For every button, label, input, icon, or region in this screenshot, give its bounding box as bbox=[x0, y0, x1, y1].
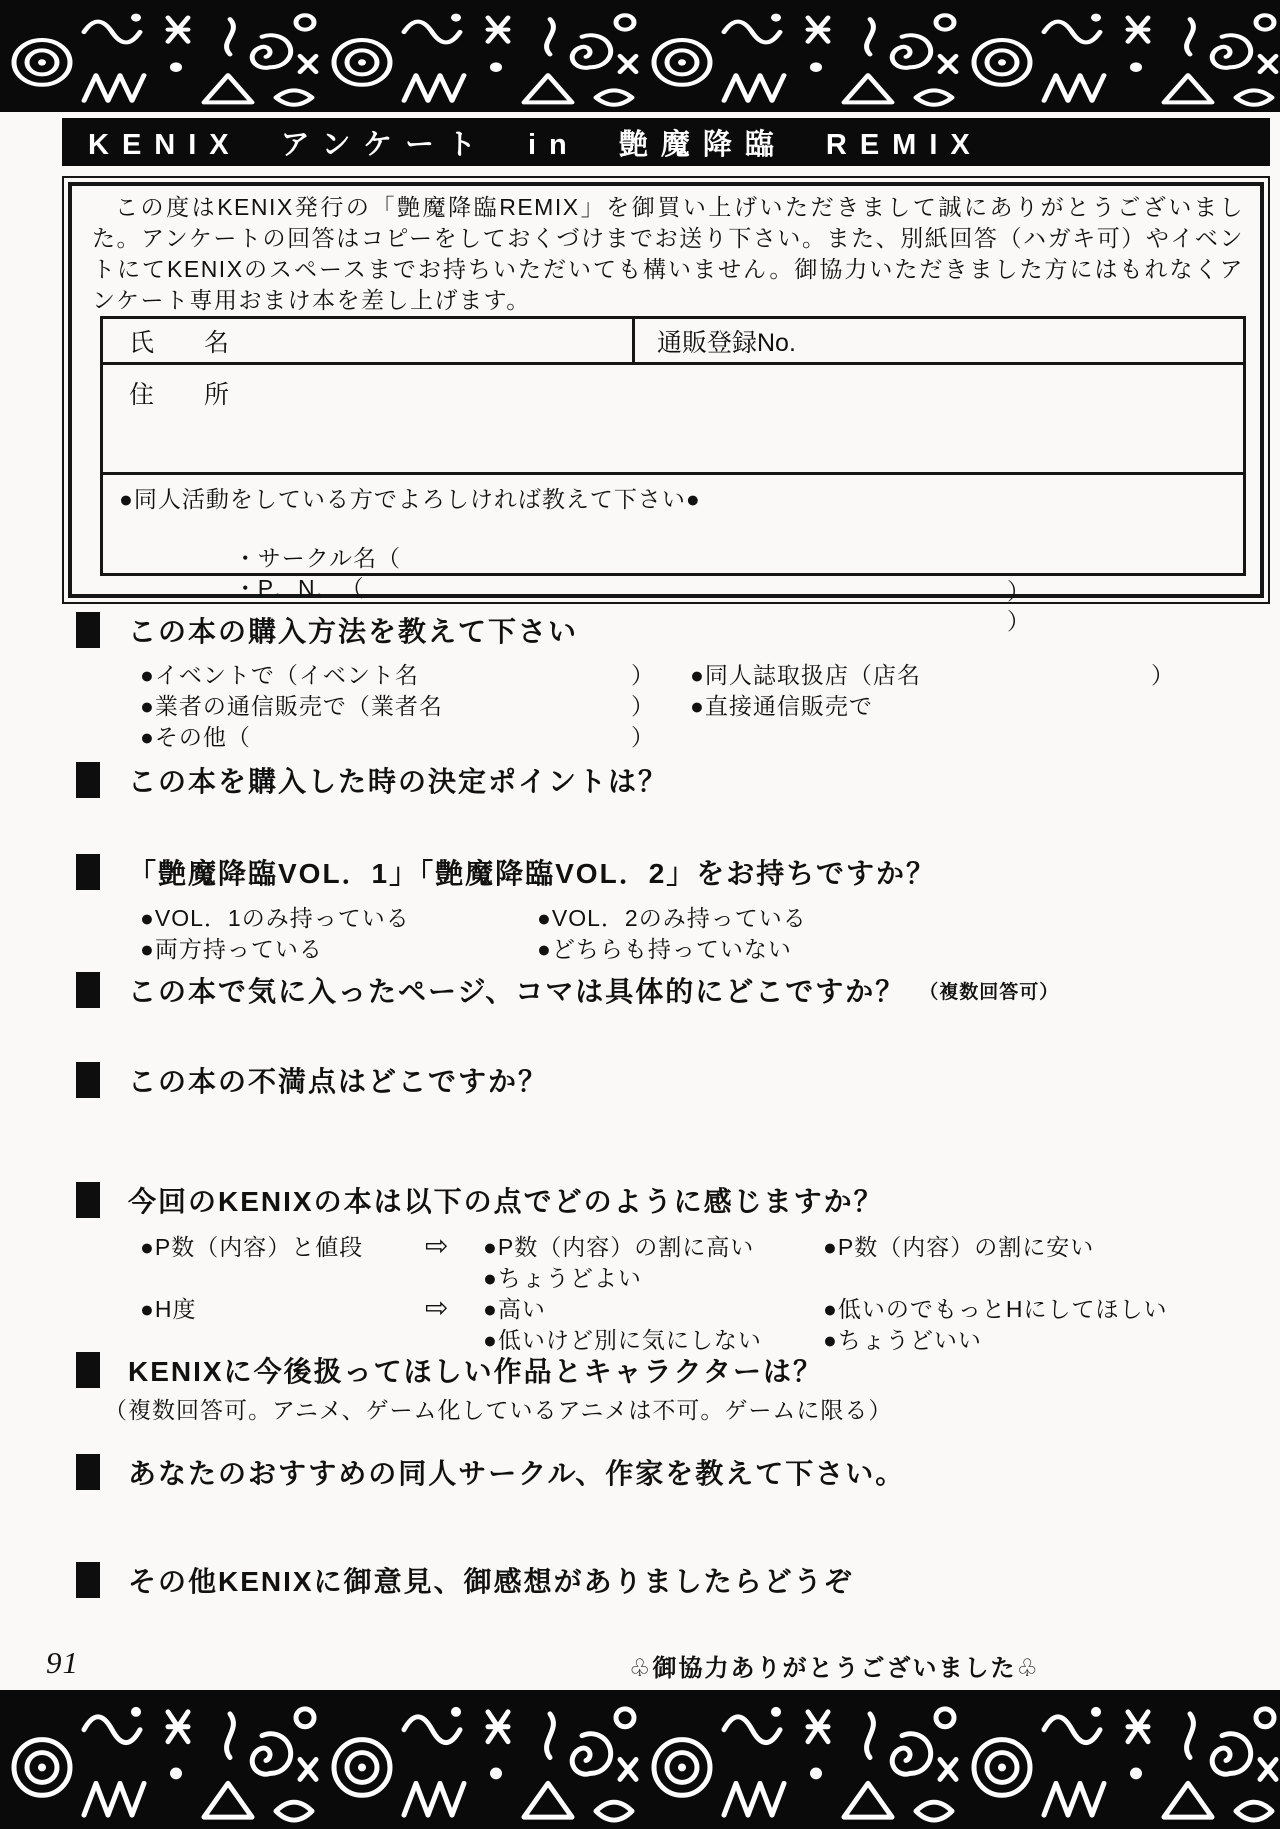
question-7 bbox=[76, 1350, 823, 1390]
option-price-just-right: ●ちょうどよい bbox=[483, 1265, 642, 1291]
option-both: ●両方持っている bbox=[140, 936, 323, 962]
section-marker-icon bbox=[76, 854, 100, 890]
question-4 bbox=[76, 970, 1059, 1010]
option-h-just-right: ●ちょうどいい bbox=[823, 1327, 982, 1353]
question-9 bbox=[76, 1560, 854, 1600]
pen-name-label: ・P．N． （ bbox=[233, 575, 365, 601]
question-7-label: KENIXに今後扱ってほしい作品とキャラクターは？ bbox=[128, 1356, 824, 1387]
circle-name-label: ・サークル名（ bbox=[233, 545, 401, 571]
question-9-label: その他KENIXに御意見、御感想がありましたらどうぞ bbox=[128, 1566, 854, 1597]
address-field-cell bbox=[103, 365, 1243, 475]
option-row bbox=[140, 658, 1175, 689]
question-1-label: この本の購入方法を教えて下さい bbox=[128, 616, 579, 647]
question-3-label: 「艶魔降臨VOL．1」「艶魔降臨VOL．2」をお持ちですか？ bbox=[128, 858, 936, 889]
page-number: 91 bbox=[46, 1645, 79, 1680]
mail-order-label: 通販登録No. bbox=[657, 328, 796, 357]
section-marker-icon bbox=[76, 612, 100, 648]
question-8-label: あなたのおすすめの同人サークル、作家を教えて下さい。 bbox=[128, 1458, 906, 1489]
right-arrow-icon: ⇨ bbox=[425, 1291, 450, 1323]
address-label: 住 所 bbox=[129, 381, 230, 409]
section-marker-icon bbox=[76, 762, 100, 798]
question-6-options bbox=[140, 1230, 1168, 1354]
intro-paragraph: この度はKENIX発行の「艶魔降臨REMIX」を御買い上げいただきまして誠にありがとうございました。アンケートの回答はコピーをしておくづけまでお送り下さい。また、別紙回答（ハガキ可）やイベントにてKENIXのスペースまでお持ちいただいても構いません。御協力いただきました方にはもれなくアンケート専用おまけ本を差し上げます。 bbox=[92, 194, 1244, 313]
option-vol2-only: ●VOL．2のみ持っている bbox=[537, 905, 807, 931]
criterion-price: ●P数（内容）と値段 bbox=[140, 1234, 364, 1260]
section-marker-icon bbox=[76, 1454, 100, 1490]
option-price-cheap: ●P数（内容）の割に安い bbox=[823, 1234, 1095, 1260]
question-1-options bbox=[140, 658, 1175, 751]
option-row bbox=[140, 1261, 1168, 1292]
option-row bbox=[140, 1230, 1168, 1261]
name-label: 氏 名 bbox=[129, 328, 230, 357]
section-marker-icon bbox=[76, 1182, 100, 1218]
decorative-doodle-band-top bbox=[0, 0, 1280, 112]
option-h-low-ok: ●低いけど別に気にしない bbox=[483, 1327, 762, 1353]
section-marker-icon bbox=[76, 1062, 100, 1098]
option-h-high: ●高い bbox=[483, 1296, 546, 1322]
option-price-high: ●P数（内容）の割に高い bbox=[483, 1234, 755, 1260]
option-neither: ●どちらも持っていない bbox=[537, 936, 792, 962]
question-5 bbox=[76, 1060, 548, 1100]
question-4-label: この本で気に入ったページ、コマは具体的にどこですか？ bbox=[128, 976, 906, 1007]
question-2 bbox=[76, 760, 668, 800]
option-row bbox=[140, 720, 1175, 751]
section-marker-icon bbox=[76, 1352, 100, 1388]
page-title: KENIX アンケート in 艶魔降臨 REMIX bbox=[88, 128, 983, 161]
option-shop: ●同人誌取扱店（店名 ） bbox=[690, 662, 1175, 688]
option-vendor: ●業者の通信販売で（業者名 ） bbox=[140, 693, 655, 719]
option-row bbox=[140, 689, 1175, 720]
question-8 bbox=[76, 1452, 905, 1492]
question-6 bbox=[76, 1180, 884, 1220]
question-5-label: この本の不満点はどこですか？ bbox=[128, 1066, 549, 1097]
question-3 bbox=[76, 852, 936, 892]
option-h-want-more: ●低いのでもっとHにしてほしい bbox=[823, 1296, 1168, 1322]
title-bar bbox=[62, 118, 1270, 166]
question-3-options bbox=[140, 901, 807, 963]
criterion-h-level: ●H度 bbox=[140, 1296, 197, 1322]
circle-name-close-paren: ） bbox=[1007, 578, 1031, 604]
option-vol1-only: ●VOL．1のみ持っている bbox=[140, 905, 410, 931]
section-marker-icon bbox=[76, 1562, 100, 1598]
section-marker-icon bbox=[76, 972, 100, 1008]
doujin-prompt: ●同人活動をしている方でよろしければ教えて下さい● bbox=[119, 486, 701, 512]
mail-order-number-cell bbox=[632, 319, 1243, 362]
pen-name-close-paren: ） bbox=[1007, 608, 1031, 634]
name-field-cell bbox=[103, 319, 632, 362]
option-row bbox=[140, 901, 807, 932]
thanks-message: ♧御協力ありがとうございました♧ bbox=[628, 1655, 1040, 1682]
option-direct: ●直接通信販売で bbox=[690, 693, 873, 719]
option-row bbox=[140, 1292, 1168, 1323]
right-arrow-icon: ⇨ bbox=[425, 1229, 450, 1261]
question-7-note: （複数回答可。アニメ、ゲーム化しているアニメは不可。ゲームに限る） bbox=[104, 1397, 893, 1423]
question-2-label: この本を購入した時の決定ポイントは？ bbox=[128, 766, 669, 797]
question-4-note: （複数回答可） bbox=[919, 981, 1060, 1003]
question-6-label: 今回のKENIXの本は以下の点でどのように感じますか？ bbox=[128, 1186, 884, 1217]
option-other: ●その他（ ） bbox=[140, 724, 655, 750]
form-row-name bbox=[103, 319, 1243, 365]
option-row bbox=[140, 932, 807, 963]
option-event: ●イベントで（イベント名 ） bbox=[140, 662, 655, 688]
question-1 bbox=[76, 610, 578, 650]
decorative-doodle-band-bottom bbox=[0, 1690, 1280, 1829]
